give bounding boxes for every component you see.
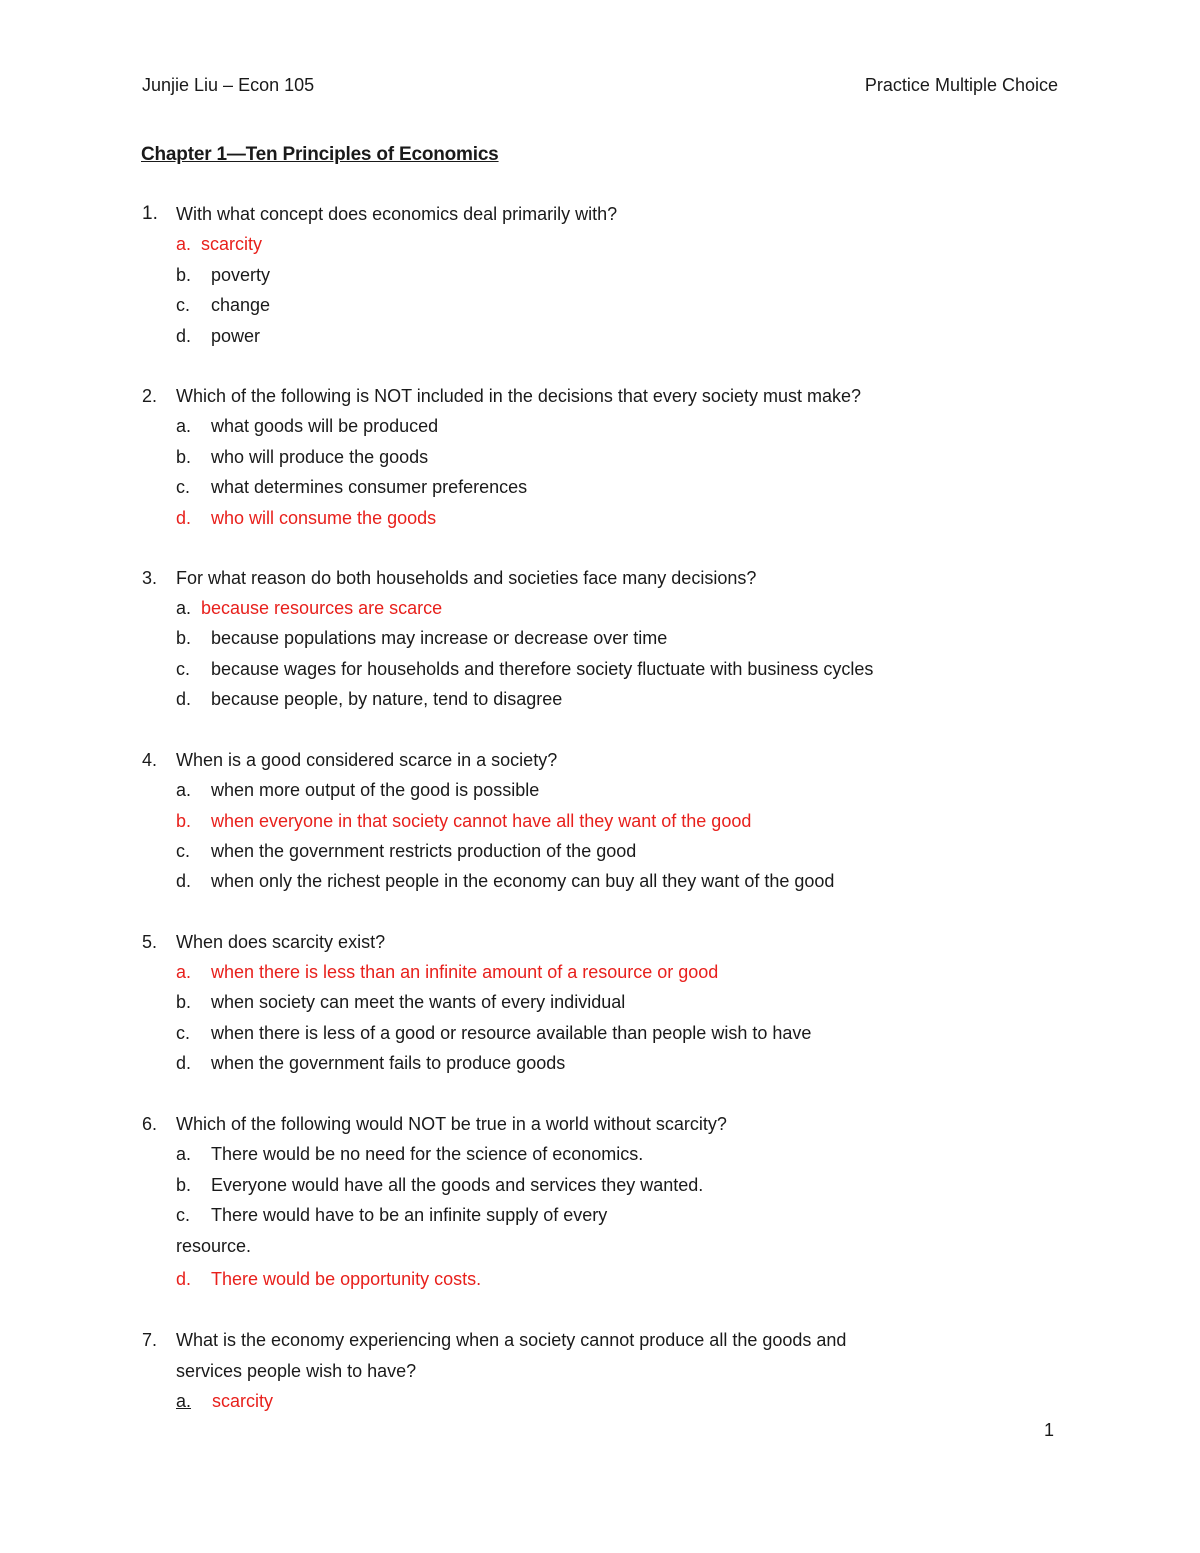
option-letter: d. xyxy=(176,1269,192,1289)
question-text: Which of the following is NOT included in the decisions that every society must make? xyxy=(176,386,861,406)
option-letter: d. xyxy=(176,871,192,891)
question-number: 1. xyxy=(142,203,158,224)
option-text: when society can meet the wants of every individual xyxy=(211,992,626,1012)
option-letter: b. xyxy=(176,447,192,467)
question-text: Which of the following would NOT be true in a world without scarcity? xyxy=(176,1114,727,1134)
option-letter: c. xyxy=(176,841,191,861)
option-letter: c. xyxy=(176,295,191,315)
option-text: who will consume the goods xyxy=(211,508,437,528)
option-text: There would be opportunity costs. xyxy=(211,1269,482,1289)
page-number: 1 xyxy=(1043,1420,1054,1440)
option-letter: d. xyxy=(176,1053,192,1073)
question-7-text-line2: services people wish to have? xyxy=(176,1361,417,1381)
header-doc-type: Practice Multiple Choice xyxy=(864,75,1058,95)
question-text: What is the economy experiencing when a society cannot produce all the goods and xyxy=(176,1330,847,1350)
question-number: 3. xyxy=(142,568,158,588)
option-text: scarcity xyxy=(212,1391,274,1411)
option-text: There would be no need for the science of economics. xyxy=(211,1144,644,1164)
option-text: what determines consumer preferences xyxy=(211,477,528,497)
option-text: poverty xyxy=(211,265,271,285)
option-text: because wages for households and therefore society fluctuate with business cycles xyxy=(211,659,874,679)
option-letter: a. xyxy=(176,1144,192,1164)
chapter-title: Chapter 1—Ten Principles of Economics xyxy=(141,144,499,165)
option-letter: c. xyxy=(176,1205,191,1225)
option-text: what goods will be produced xyxy=(211,416,439,436)
option-text: because populations may increase or decrease over time xyxy=(211,628,668,648)
question-number: 7. xyxy=(142,1330,158,1350)
option-6c-continuation: resource. xyxy=(176,1236,252,1256)
option-letter: a. xyxy=(176,598,192,618)
question-number: 4. xyxy=(142,750,158,770)
option-letter: d. xyxy=(176,508,192,528)
option-text: when more output of the good is possible xyxy=(211,780,540,800)
option-letter: b. xyxy=(176,992,192,1012)
option-letter: d. xyxy=(176,689,192,709)
option-text: when only the richest people in the economy can buy all they want of the good xyxy=(211,871,835,891)
option-text: who will produce the goods xyxy=(211,447,429,467)
option-text: Everyone would have all the goods and services they wanted. xyxy=(211,1175,704,1195)
option-text: when there is less than an infinite amount of a resource or good xyxy=(211,962,719,982)
option-letter: c. xyxy=(176,659,191,679)
option-letter: a. xyxy=(176,1391,192,1411)
option-text: power xyxy=(211,326,261,346)
question-number: 2. xyxy=(142,386,158,406)
option-text: because people, by nature, tend to disagree xyxy=(211,689,563,709)
option-text: change xyxy=(211,295,271,315)
option-letter: b. xyxy=(176,1175,192,1195)
option-text: scarcity xyxy=(201,234,263,254)
option-letter: a. xyxy=(176,234,192,254)
question-text: With what concept does economics deal primarily with? xyxy=(176,204,618,224)
question-text: When is a good considered scarce in a society? xyxy=(176,750,558,770)
option-letter: a. xyxy=(176,962,192,982)
option-letter: d. xyxy=(176,326,192,346)
question-number: 5. xyxy=(142,932,158,952)
question-text: For what reason do both households and societies face many decisions? xyxy=(176,568,757,588)
option-letter: b. xyxy=(176,811,192,831)
option-letter: b. xyxy=(176,265,192,285)
option-letter: c. xyxy=(176,477,191,497)
option-text: because resources are scarce xyxy=(201,598,443,618)
option-text: when the government restricts production of the good xyxy=(211,841,637,861)
option-letter: a. xyxy=(176,780,192,800)
option-text: when there is less of a good or resource available than people wish to have xyxy=(211,1023,812,1043)
option-text: when the government fails to produce goods xyxy=(211,1053,566,1073)
question-number: 6. xyxy=(142,1114,158,1134)
option-text: when everyone in that society cannot have all they want of the good xyxy=(211,811,752,831)
header-author-course: Junjie Liu – Econ 105 xyxy=(142,75,315,95)
question-text: When does scarcity exist? xyxy=(176,932,386,952)
option-letter: c. xyxy=(176,1023,191,1043)
option-text: There would have to be an infinite supply of every xyxy=(211,1205,608,1225)
option-letter: b. xyxy=(176,628,192,648)
option-letter: a. xyxy=(176,416,192,436)
